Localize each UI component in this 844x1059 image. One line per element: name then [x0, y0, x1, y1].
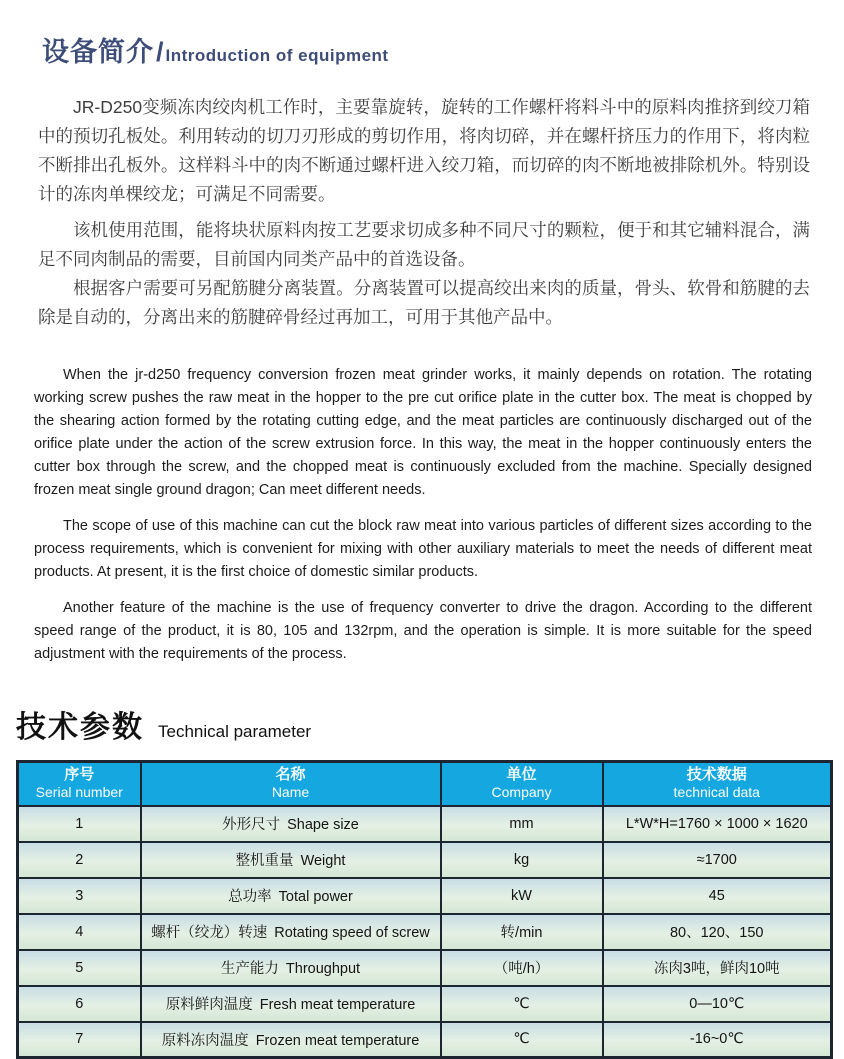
- table-header-row: [18, 762, 832, 806]
- cell-value: -16~0℃: [603, 1022, 832, 1058]
- cell-name: [141, 1022, 441, 1058]
- header-label-en: Company: [491, 784, 552, 801]
- cell-value: 80、120、150: [603, 914, 832, 950]
- cell-name-zh: 原料冻肉温度: [161, 1032, 249, 1049]
- cell-unit: ℃: [441, 986, 603, 1022]
- cell-unit: （吨/h）: [441, 950, 603, 986]
- header-label-en: technical data: [673, 784, 760, 801]
- cell-name-en: Fresh meat temperature: [259, 997, 416, 1013]
- cell-unit: kg: [441, 842, 603, 878]
- header-label-en: Serial number: [35, 784, 123, 801]
- header-label-zh: 单位: [506, 765, 537, 783]
- cell-value: L*W*H=1760 × 1000 × 1620: [603, 806, 832, 842]
- cell-name: [141, 914, 441, 950]
- intro-heading-zh: 设备简介: [42, 37, 154, 67]
- tech-heading: [16, 702, 844, 746]
- cell-name: [141, 878, 441, 914]
- cell-name-zh: 外形尺寸: [222, 817, 281, 833]
- table-row: [18, 950, 832, 986]
- table-row: [18, 914, 832, 950]
- cell-name-zh: 总功率: [228, 889, 272, 905]
- cell-unit: 转/min: [441, 914, 603, 950]
- cell-name-en: Weight: [300, 853, 346, 869]
- header-label-zh: 序号: [64, 765, 95, 783]
- intro-paragraphs-en: [34, 364, 812, 666]
- tech-heading-en: Technical parameter: [158, 722, 312, 741]
- paragraph-zh: 该机使用范围，能将块状原料肉按工艺要求切成多种不同尺寸的颗粒，便于和其它辅料混合，满足不同肉制品的需要，目前国内同类产品中的首选设备。: [38, 220, 810, 269]
- cell-name-en: Throughput: [285, 961, 361, 977]
- cell-serial-number: 2: [18, 842, 141, 878]
- cell-serial-number: 1: [18, 806, 141, 842]
- header-cell-serial: [18, 762, 141, 806]
- cell-name-en: Shape size: [287, 817, 359, 833]
- paragraph-en: The scope of use of this machine can cut the block raw meat into various particles of different sizes according to the process requirements, which is convenient for mixing with other auxiliary materials to meet the needs of different meat products. At present, it is the first choice of domestic similar products.: [34, 518, 812, 580]
- paragraph-en: When the jr-d250 frequency conversion frozen meat grinder works, it mainly depends on rotation. The rotating working screw pushes the raw meat in the hopper to the pre cut orifice plate in the cutter box. The meat is chopped by the shearing action formed by the rotating cutting edge, and the meat particles are continuously discharged out of the orifice plate under the action of the screw extrusion force. In this way, the meat in the hopper continuously enters the cutter box through the screw, and the chopped meat is continuously excluded from the machine. Specially designed frozen meat single ground dragon; Can meet different needs.: [34, 367, 812, 498]
- cell-name-zh: 原料鲜肉温度: [165, 997, 253, 1013]
- cell-name-zh: 生产能力: [220, 961, 279, 977]
- tech-table: [16, 760, 833, 1059]
- paragraph-zh: JR-D250变频冻肉绞肉机工作时，主要靠旋转，旋转的工作螺杆将料斗中的原料肉推挤到绞刀箱中的预切孔板处。利用转动的切刀刃形成的剪切作用，将肉切碎，并在螺杆挤压力的作用下，将肉粒不断排出孔板外。这样料斗中的肉不断通过螺杆进入绞刀箱，而切碎的肉不断地被排除机外。特别设计的冻肉单棵绞龙；可满足不同需要。: [38, 97, 810, 204]
- cell-serial-number: 3: [18, 878, 141, 914]
- header-label-zh: 名称: [275, 765, 306, 783]
- header-cell-name: [141, 762, 441, 806]
- cell-serial-number: 5: [18, 950, 141, 986]
- tech-heading-zh: 技术参数: [16, 711, 144, 744]
- cell-serial-number: 4: [18, 914, 141, 950]
- cell-unit: kW: [441, 878, 603, 914]
- cell-unit: ℃: [441, 1022, 603, 1058]
- cell-name-en: Rotating speed of screw: [274, 925, 430, 941]
- header-cell-unit: [441, 762, 603, 806]
- table-row: [18, 986, 832, 1022]
- table-row: [18, 842, 832, 878]
- table-row: [18, 1022, 832, 1058]
- cell-name-en: Frozen meat temperature: [255, 1032, 420, 1049]
- intro-heading-slash: /: [156, 37, 164, 67]
- cell-value: 0—10℃: [603, 986, 832, 1022]
- paragraph-zh: 根据客户需要可另配筋腱分离装置。分离装置可以提高绞出来肉的质量，骨头、软骨和筋腱的去除是自动的，分离出来的筋腱碎骨经过再加工，可用于其他产品中。: [38, 278, 810, 327]
- cell-name: [141, 842, 441, 878]
- intro-heading-en: Introduction of equipment: [165, 46, 389, 65]
- cell-name-zh: 螺杆（绞龙）转速: [151, 925, 268, 941]
- cell-name-zh: 整机重量: [235, 853, 294, 869]
- header-label-zh: 技术数据: [686, 765, 747, 783]
- cell-value: 冻肉3吨，鲜肉10吨: [603, 950, 832, 986]
- page: [0, 30, 844, 1059]
- table-row: [18, 806, 832, 842]
- cell-name: [141, 986, 441, 1022]
- table-row: [18, 878, 832, 914]
- cell-value: 45: [603, 878, 832, 914]
- cell-name: [141, 950, 441, 986]
- cell-name: [141, 806, 441, 842]
- intro-paragraphs-zh: [38, 93, 810, 332]
- intro-heading: [42, 30, 844, 69]
- cell-value: ≈1700: [603, 842, 832, 878]
- header-cell-data: [603, 762, 832, 806]
- cell-name-en: Total power: [278, 889, 353, 905]
- cell-serial-number: 7: [18, 1022, 141, 1058]
- paragraph-en: Another feature of the machine is the use of frequency converter to drive the dragon. According to the different speed range of the product, it is 80, 105 and 132rpm, and the operation is simple. It is more suitable for the speed adjustment with the requirements of the process.: [34, 600, 812, 662]
- cell-unit: mm: [441, 806, 603, 842]
- cell-serial-number: 6: [18, 986, 141, 1022]
- header-label-en: Name: [271, 784, 310, 801]
